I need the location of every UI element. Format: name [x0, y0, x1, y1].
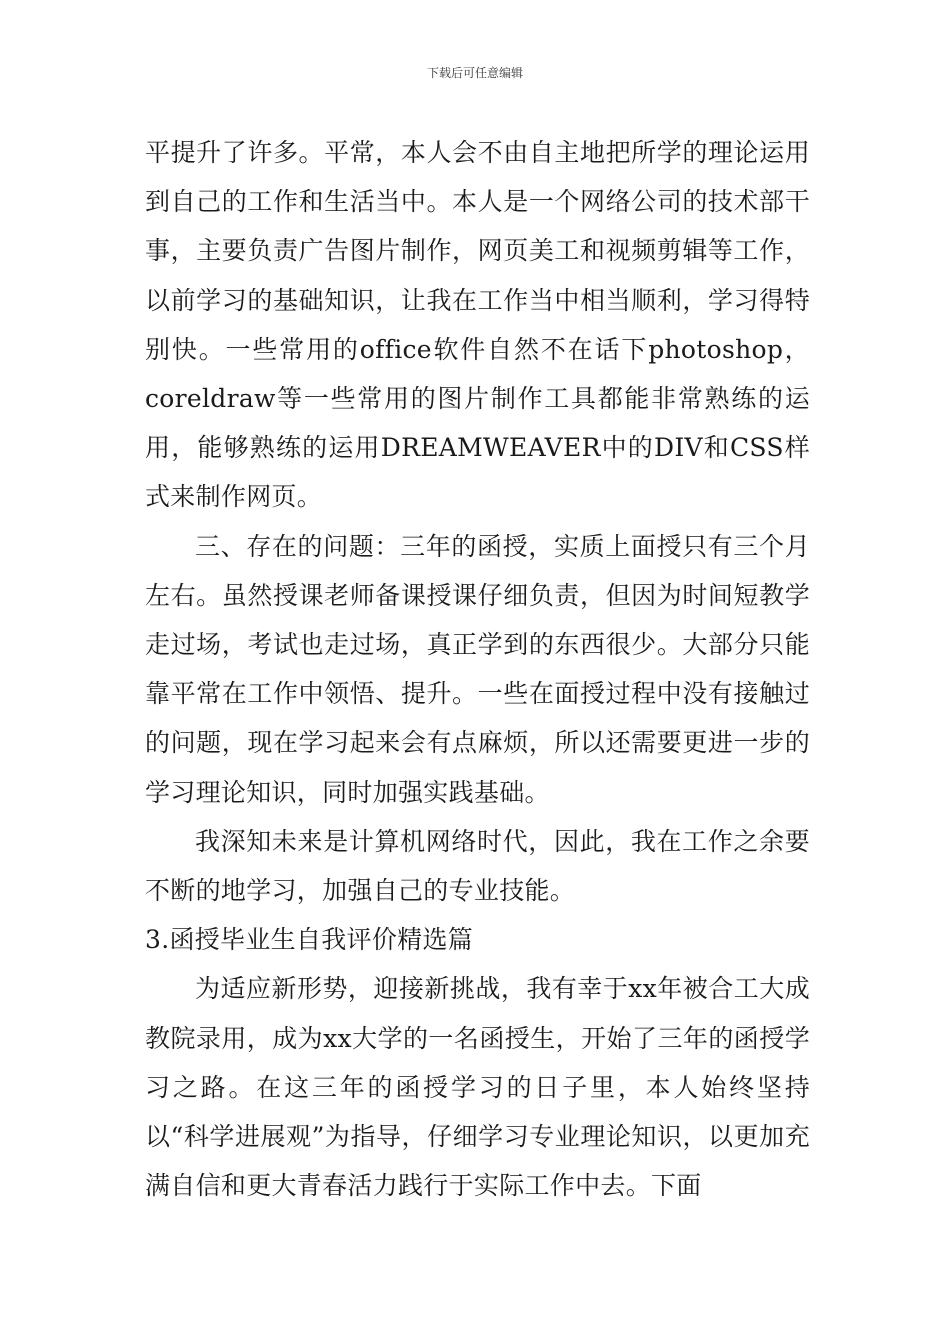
paragraph-work-skills: 平提升了许多。平常，本人会不由自主地把所学的理论运用到自己的工作和生活当中。本人是一个网络公司的技术部干事，主要负责广告图片制作，网页美工和视频剪辑等工作，以前学习的基础知识，让我在工作当中相当顺利，学习得特别快。一些常用的office软件自然不在话下photoshop，coreldraw等一些常用的图片制作工具都能非常熟练的运用，能够熟练的运用DREAMWEAVER中的DIV和CSS样式来制作网页。 [145, 138, 810, 512]
paragraph-future: 我深知未来是计算机网络时代，因此，我在工作之余要不断的地学习，加强自己的专业技能。 [145, 826, 810, 906]
page-header: 下载后可任意编辑 [426, 66, 523, 80]
paragraph-problems: 三、存在的问题：三年的函授，实质上面授只有三个月左右。虽然授课老师备课授课仔细负责，但因为时间短教学走过场，考试也走过场，真正学到的东西很少。大部分只能靠平常在工作中领悟、提升。一些在面授过程中没有接触过的问题，现在学习起来会有点麻烦，所以还需要更进一步的学习理论知识，同时加强实践基础。 [145, 531, 810, 807]
paragraph-intro: 为适应新形势，迎接新挑战，我有幸于xx年被合工大成教院录用，成为xx大学的一名函授生，开始了三年的函授学习之路。在这三年的函授学习的日子里，本人始终坚持以“科学进展观”为指导，仔细学习专业理论知识，以更加充满自信和更大青春活力践行于实际工作中去。下面 [145, 974, 810, 1201]
section-heading: 3.函授毕业生自我评价精选篇 [145, 925, 474, 955]
document-body [145, 128, 810, 1210]
